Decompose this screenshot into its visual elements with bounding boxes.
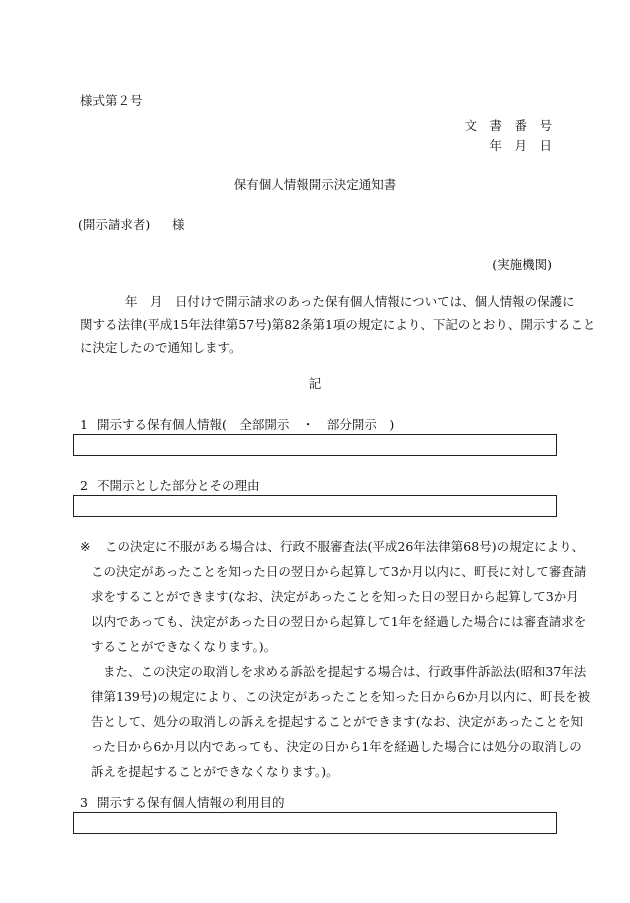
page-title: 保有個人情報開示決定通知書 (233, 177, 397, 192)
section-1-number: 1 (80, 417, 88, 432)
section-2-label: 不開示とした部分とその理由 (97, 478, 260, 493)
notice-line: 以内であっても、決定があった日の翌日から起算して1年を経過した場合には審査請求を (91, 614, 587, 629)
form-number: 様式第２号 (80, 93, 143, 108)
section-1-label: 開示する保有個人情報( 全部開示 ・ 部分開示 ) (97, 417, 395, 432)
section-2-number: 2 (80, 478, 88, 493)
notice-line: この決定に不服がある場合は、行政不服審査法(平成26年法律第68号)の規定により、 (105, 539, 585, 554)
ki-heading: 記 (308, 376, 322, 391)
document-date: 年 月 日 (489, 138, 552, 153)
section-3-number: 3 (80, 795, 88, 810)
body-line-2: 関する法律(平成15年法律第57号)第82条第1項の規定により、下記のとおり、開示すること (80, 317, 596, 332)
notice-line: 告として、処分の取消しの訴えを提起することができます(なお、決定があったことを知 (91, 714, 584, 729)
section-3-field[interactable] (73, 812, 557, 834)
document-number: 文 書 番 号 (464, 118, 552, 133)
notice-line: った日から6か月以内であっても、決定の日から1年を経過した場合には処分の取消しの (91, 739, 582, 754)
notice-line: また、この決定の取消しを求める訴訟を提起する場合は、行政事件訴訟法(昭和37年法 (103, 664, 587, 679)
section-1-field[interactable] (73, 434, 557, 456)
notice-mark: ※ (80, 539, 91, 554)
addressee-label: (開示請求者) (78, 217, 151, 232)
body-line-1: 年 月 日付けで開示請求のあった保有個人情報については、個人情報の保護に (125, 294, 575, 309)
sender-agency: (実施機関) (492, 257, 552, 272)
notice-line: 求をすることができます(なお、決定があったことを知った日の翌日から起算して3か月 (91, 589, 579, 604)
notice-line: 律第139号)の規定により、この決定があったことを知った日から6か月以内に、町長を被 (91, 689, 591, 704)
addressee-honorific: 様 (172, 217, 185, 232)
notice-line: この決定があったことを知った日の翌日から起算して3か月以内に、町長に対して審査請 (91, 564, 587, 579)
section-3-label: 開示する保有個人情報の利用目的 (97, 795, 285, 810)
notice-line: することができなくなります。)。 (91, 639, 277, 654)
body-line-3: に決定したので通知します。 (80, 340, 242, 355)
section-2-field[interactable] (73, 495, 557, 517)
notice-line: 訴えを提起することができなくなります。)。 (91, 764, 339, 779)
